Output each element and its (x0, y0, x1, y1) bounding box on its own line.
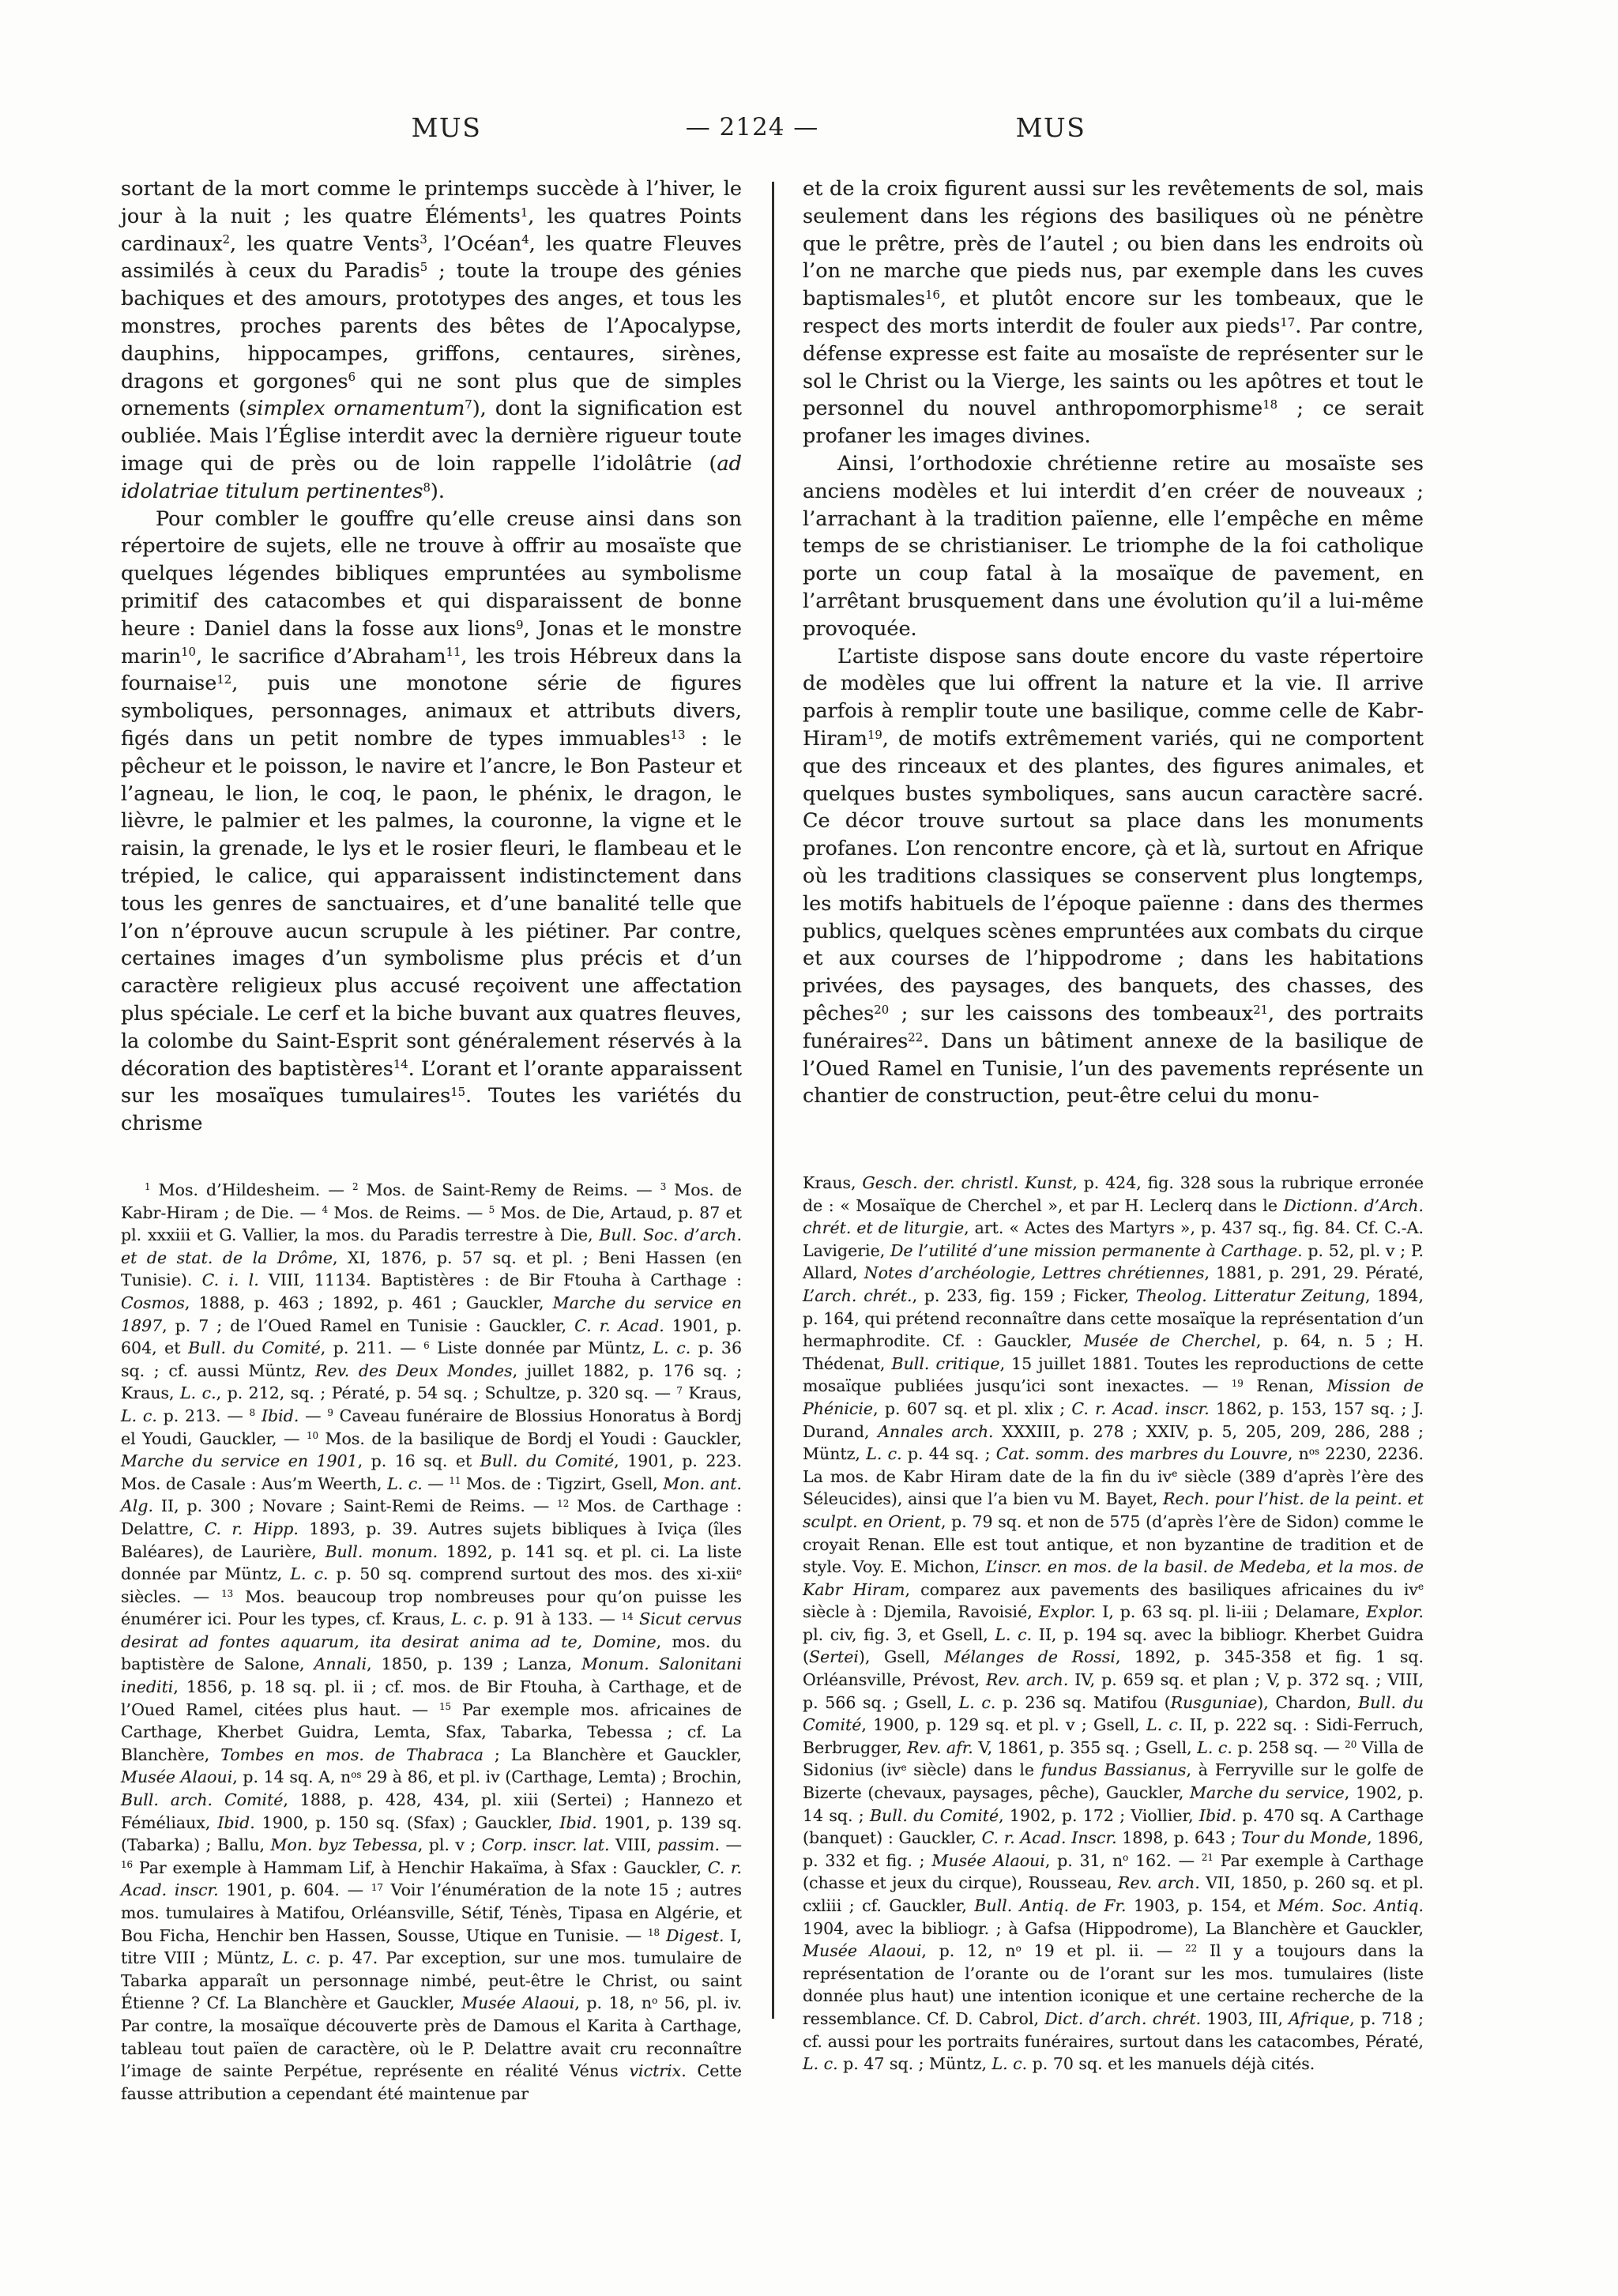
right-column-body-text (803, 175, 1424, 1110)
left-column-footnotes: $^1$ Mos. d’Hildesheim. — $^2$ Mos. de Saint-Remy de Reims. — $^3$ Mos. de Kabr-Hiram ; de Die. — $^4$ Mos. de Reims. — $^5$ Mos. de Die, Artaud, p. 87 et pl. xxxiii et G. Vallier, la mos. du Paradis terrestre à Die, Bull. Soc. d’arch. et de stat. de la Drôme, XI, 1876, p. 57 sq. et pl. ; Beni Hassen (en Tunisie). C. i. l. VIII, 11134. Baptistères : de Bir Ftouha à Carthage : Cosmos, 1888, p. 463 ; 1892, p. 461 ; Gauckler, Marche du service en 1897, p. 7 ; de l’Oued Ramel en Tunisie : Gauckler, C. r. Acad. 1901, p. 604, et Bull. du Comité, p. 211. — $^6$ Liste donnée par Müntz, L. c. p. 36 sq. ; cf. aussi Müntz, Rev. des Deux Mondes, juillet 1882, p. 176 sq. ; Kraus, L. c., p. 212, sq. ; Pératé, p. 54 sq. ; Schultze, p. 320 sq. — $^7$ Kraus, L. c. p. 213. — $^8$ Ibid. — $^9$ Caveau funéraire de Blossius Honoratus à Bordj el Youdi, Gauckler, — $^{10}$ Mos. de la basilique de Bordj el Youdi : Gauckler, Marche du service en 1901, p. 16 sq. et Bull. du Comité, 1901, p. 223. Mos. de Casale : Aus’m Weerth, L. c. — $^{11}$ Mos. de : Tigzirt, Gsell, Mon. ant. Alg. II, p. 300 ; Novare ; Saint-Remi de Reims. — $^{12}$ Mos. de Carthage : Delattre, C. r. Hipp. 1893, p. 39. Autres sujets bibliques à Iviça (îles Baléares), de Laurière, Bull. monum. 1892, p. 141 sq. et pl. ci. La liste donnée par Müntz, L. c. p. 50 sq. comprend surtout des mos. des xi-xii$^e$ siècles. — $^{13}$ Mos. beaucoup trop nombreuses pour qu’on puisse les énumérer ici. Pour les types, cf. Kraus, L. c. p. 91 à 133. — $^{14}$ Sicut cervus desirat ad fontes aquarum, ita desirat anima ad te, Domine, mos. du baptistère de Salone, Annali, 1850, p. 139 ; Lanza, Monum. Salonitani inediti, 1856, p. 18 sq. pl. ii ; cf. mos. de Bir Ftouha, à Carthage, et de l’Oued Ramel, citées plus haut. — $^{15}$ Par exemple mos. africaines de Carthage, Kherbet Guidra, Lemta, Sfax, Tabarka, Tebessa ; cf. La Blanchère, Tombes en mos. de Thabraca ; La Blanchère et Gauckler, Musée Alaoui, p. 14 sq. A, $n^{os}$ 29 à 86, et pl. iv (Carthage, Lemta) ; Brochin, Bull. arch. Comité, 1888, p. 428, 434, pl. xiii (Sertei) ; Hannezo et Féméliaux, Ibid. 1900, p. 150 sq. (Sfax) ; Gauckler, Ibid. 1901, p. 139 sq. (Tabarka) ; Ballu, Mon. byz Tebessa, pl. v ; Corp. inscr. lat. VIII, passim. — $^{16}$ Par exemple à Hammam Lif, à Henchir Hakaïma, à Sfax : Gauckler, C. r. Acad. inscr. 1901, p. 604. — $^{17}$ Voir l’énumération de la note 15 ; autres mos. tumulaires à Matifou, Orléansville, Sétif, Ténès, Tipasa en Algérie, et Bou Ficha, Henchir ben Hassen, Sousse, Utique en Tunisie. — $^{18}$ Digest. I, titre VIII ; Müntz, L. c. p. 47. Par exception, sur une mos. tumulaire de Tabarka apparaît un personnage nimbé, peut-être le Christ, ou saint Étienne ? Cf. La Blanchère et Gauckler, Musée Alaoui, p. 18, $n^o$ 56, pl. iv. Par contre, la mosaïque découverte près de Damous el Karita à Carthage, tableau tout païen de caractère, où le P. Delattre avait cru reconnaître l’image de sainte Perpétue, représente en réalité Vénus victrix. Cette fausse attribution a cependant été maintenue par (121, 1180, 743, 2103)
paragraph: Ainsi, l’orthodoxie chrétienne retire au mosaïste ses anciens modèles et lui interdit d’en créer de nouveaux ; l’arrachant à la tradition païenne, elle l’empêche en même temps de se christianiser. Le triomphe de la foi catholique porte un coup fatal à la mosaïque de pavement, en l’arrêtant brusquement dans une évolution qu’il a lui-même provoquée. (803, 451, 1424, 641)
paragraph: sortant de la mort comme le printemps succède à l’hiver, le jour à la nuit ; les quatre Éléments$^1$, les quatres Points cardinaux$^2$, les quatre Vents$^3$, l’Océan$^4$, les quatre Fleuves assimilés à ceux du Paradis$^5$ ; toute la troupe des génies bachiques et des amours, prototypes des anges, et tous les monstres, proches parents des bêtes de l’Apocalypse, dauphins, hippocampes, griffons, centaures, sirènes, dragons et gorgones$^6$ qui ne sont plus que de simples ornements (simplex ornamentum$^7$), dont la signification est oubliée. Mais l’Église interdit avec la dernière rigueur toute image qui de près ou de loin rappelle l’idolâtrie (ad idolatriae titulum pertinentes$^8$). (121, 177, 743, 503)
running-head-right: MUS (1015, 112, 1086, 143)
left-column-body-text (121, 175, 742, 1138)
paragraph: L’artiste dispose sans doute encore du vaste répertoire de modèles que lui offrent la nature et la vie. Il arrive parfois à remplir toute une basilique, comme celle de Kabr-Hiram$^{19}$, de motifs extrêmement variés, qui ne comportent que des rinceaux et des plantes, des figures animales, et quelques bustes symboliques, sans aucun caractère sacré. Ce décor trouve surtout sa place dans les monuments profanes. L’on rencontre encore, çà et là, surtout en Afrique où les traditions classiques se conservent plus longtemps, les motifs habituels de l’époque païenne : dans des thermes publics, quelques scènes empruntées aux combats du cirque et aux courses de l’hippodrome ; dans les habitations privées, des paysages, des banquets, des chasses, des pêches$^{20}$ ; sur les caissons des tombeaux$^{21}$, des portraits funéraires$^{22}$. Dans un bâtiment annexe de la basilique de l’Oued Ramel en Tunisie, l’un des pavements représente un chantier de construction, peut-être celui du monu- (803, 644, 1424, 1108)
paragraph: Pour combler le gouffre qu’elle creuse ainsi dans son répertoire de sujets, elle ne trouve à offrir au mosaïste que quelques légendes bibliques empruntées au symbolisme primitif des catacombes et qui disparaissent de bonne heure : Daniel dans la fosse aux lions$^9$, Jonas et le monstre marin$^{10}$, le sacrifice d’Abraham$^{11}$, les trois Hébreux dans la fournaise$^{12}$, puis une monotone série de figures symboliques, personnages, animaux et attributs divers, figés dans un petit nombre de types immuables$^{13}$ : le pêcheur et le poisson, le navire et l’ancre, le Bon Pasteur et l’agneau, le lion, le coq, le paon, le phénix, le dragon, le lièvre, le palmier et les palmes, la couronne, la vigne et le raisin, la grenade, le lys et le rosier fleuri, le flambeau et le trépied, le calice, qui apparaissent indistinctement dans tous les genres de sanctuaires, et d’une banalité telle que l’on n’éprouve aucun scrupule à les piétiner. Par contre, certaines images d’un symbolisme plus précis et d’un caractère religieux plus accusé reçoivent une affectation plus spéciale. Le cerf et la biche buvant aux quatres fleuves, la colombe du Saint-Esprit sont généralement réservés à la décoration des baptistères$^{14}$. L’orant et l’orante apparaissent sur les mosaïques tumulaires$^{15}$. Toutes les variétés du chrisme (121, 506, 743, 1136)
right-column-footnotes: Kraus, Gesch. der. christl. Kunst, p. 424, fig. 328 sous la rubrique erronée de : « Mosaïque de Cherchel », et par H. Leclerq dans le Dictionn. d’Arch. chrét. et de liturgie, art. « Actes des Martyrs », p. 437 sq., fig. 84. Cf. C.-A. Lavigerie, De l’utilité d’une mission permanente à Carthage. p. 52, pl. v ; P. Allard, Notes d’archéologie, Lettres chrétiennes, 1881, p. 291, 29. Pératé, L’arch. chrét., p. 233, fig. 159 ; Ficker, Theolog. Litteratur Zeitung, 1894, p. 164, qui prétend reconnaître dans cette mosaïque la représentation d’un hermaphrodite. Cf. : Gauckler, Musée de Cherchel, p. 64, n. 5 ; H. Thédenat, Bull. critique, 15 juillet 1881. Toutes les reproductions de cette mosaïque publiées jusqu’ici sont inexactes. — $^{19}$ Renan, Mission de Phénicie, p. 607 sq. et pl. xlix ; C. r. Acad. inscr. 1862, p. 153, 157 sq. ; J. Durand, Annales arch. XXXIII, p. 278 ; XXIV, p. 5, 205, 209, 286, 288 ; Müntz, L. c. p. 44 sq. ; Cat. somm. des marbres du Louvre, $n^{os}$ 2230, 2236. La mos. de Kabr Hiram date de la fin du $iv^e$ siècle (389 d’après l’ère des Séleucides), ainsi que l’a bien vu M. Bayet, Rech. pour l’hist. de la peint. et sculpt. en Orient, p. 79 sq. et non de 575 (d’après l’ère de Sidon) comme le croyait Renan. Elle est tout antique, et non byzantine de tradition et de style. Voy. E. Michon, L’inscr. en mos. de la basil. de Medeba, et la mos. de Kabr Hiram, comparez aux pavements des basiliques africaines du $iv^e$ siècle à : Djemila, Ravoisié, Explor. I, p. 63 sq. pl. li-iii ; Delamare, Explor. pl. civ, fig. 3, et Gsell, L. c. II, p. 194 sq. avec la bibliogr. Kherbet Guidra (Sertei), Gsell, Mélanges de Rossi, 1892, p. 345-358 et fig. 1 sq. Orléansville, Prévost, Rev. arch. IV, p. 659 sq. et plan ; V, p. 372 sq. ; VIII, p. 566 sq. ; Gsell, L. c. p. 236 sq. Matifou (Rusguniae), Chardon, Bull. du Comité, 1900, p. 129 sq. et pl. v ; Gsell, L. c. II, p. 222 sq. : Sidi-Ferruch, Berbrugger, Rev. afr. V, 1861, p. 355 sq. ; Gsell, L. c. p. 258 sq. — $^{20}$ Villa de Sidonius ($iv^e$ siècle) dans le fundus Bassianus, à Ferryville sur le golfe de Bizerte (chevaux, paysages, pêche), Gauckler, Marche du service, 1902, p. 14 sq. ; Bull. du Comité, 1902, p. 172 ; Viollier, Ibid. p. 470 sq. A Carthage (banquet) : Gauckler, C. r. Acad. Inscr. 1898, p. 643 ; Tour du Monde, 1896, p. 332 et fig. ; Musée Alaoui, p. 31, $n^o$ 162. — $^{21}$ Par exemple à Carthage (chasse et jeux du cirque), Rousseau, Rev. arch. VII, 1850, p. 260 sq. et pl. cxliii ; cf. Gauckler, Bull. Antiq. de Fr. 1903, p. 154, et Mém. Soc. Antiq. 1904, avec la bibliogr. ; à Gafsa (Hippodrome), La Blanchère et Gauckler, Musée Alaoui, p. 12, $n^o$ 19 et pl. ii. — $^{22}$ Il y a toujours dans la représentation de l’orante ou de l’orant sur les mos. tumulaires (liste donnée plus haut) une intention iconique et une certaine recherche de la ressemblance. Cf. D. Cabrol, Dict. d’arch. chrét. 1903, III, Afrique, p. 718 ; cf. aussi pour les portraits funéraires, surtout dans les catacombes, Pératé, L. c. p. 47 sq. ; Müntz, L. c. p. 70 sq. et les manuels déjà cités. (803, 1173, 1424, 2074)
page-number: — 2124 — (685, 113, 819, 141)
column-divider-rule (772, 182, 774, 2019)
running-head-left: MUS (411, 112, 482, 143)
paragraph: et de la croix figurent aussi sur les revêtements de sol, mais seulement dans les régions des basiliques où ne pénètre que le prêtre, près de l’autel ; ou bien dans les endroits où l’on ne marche que pieds nus, par exemple dans les cuves baptismales$^{16}$, et plutôt encore sur les tombeaux, que le respect des morts interdit de fouler aux pieds$^{17}$. Par contre, défense expresse est faite au mosaïste de représenter sur le sol le Christ ou la Vierge, les saints ou les apôtres et tout le personnel du nouvel anthropomorphisme$^{18}$ ; ce serait profaner les images divines. (803, 177, 1424, 449)
